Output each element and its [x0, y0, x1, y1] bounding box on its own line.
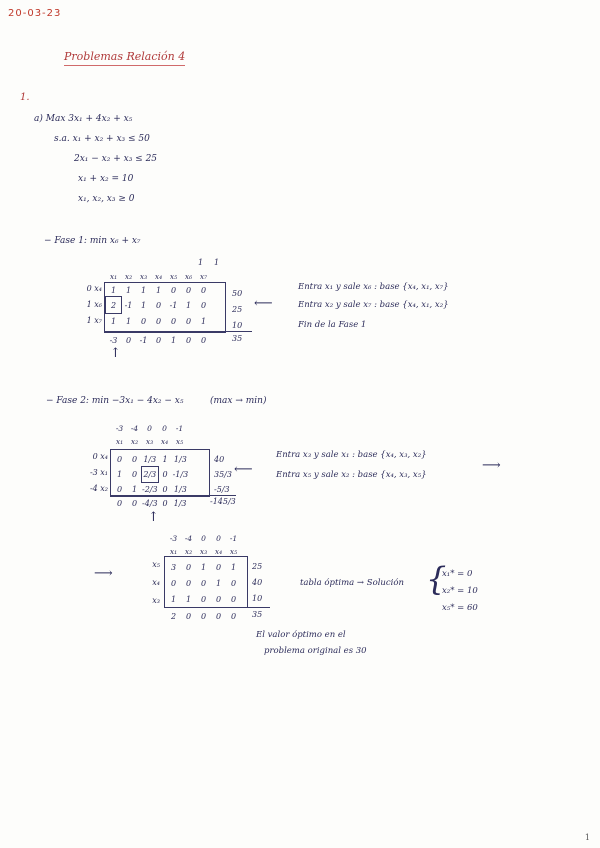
table-row [166, 559, 241, 575]
cell: 0 [215, 562, 222, 572]
arrow-left-icon: ⟵ [254, 296, 273, 311]
final-tableau [166, 559, 241, 607]
cell: 0 [185, 578, 192, 588]
phase1-header: x₁ [109, 272, 118, 281]
arrow-up-icon: ↑ [110, 346, 121, 361]
phase2-row-label: -3 x₁ [89, 468, 108, 477]
phase1-header: x₇ [199, 272, 208, 281]
arrow-up-icon: ↑ [148, 510, 159, 525]
constraint-2: 2x₁ − x₂ + x₃ ≤ 25 [74, 154, 158, 164]
cell: 0 [185, 316, 192, 326]
phase2-costs [112, 422, 187, 448]
page-title: Problemas Relación 4 [64, 50, 185, 66]
z-cell: 0 [155, 336, 162, 345]
conclusion-line-1: El valor óptimo en el [256, 630, 346, 640]
cell: 1 [200, 562, 207, 572]
objective: a) Max 3x₁ + 4x₂ + x₅ [34, 114, 133, 124]
phase2-note-1: Entra x₃ y sale x₁ : base {x₄, x₃, x₂} [276, 450, 427, 460]
final-costs [166, 532, 241, 558]
table-row [106, 297, 211, 313]
cell: -1 [124, 300, 133, 310]
cell: 0 [230, 594, 237, 604]
phase1-rhs [232, 286, 242, 334]
phase2-label-note: (max → min) [210, 396, 267, 406]
rhs-value: 25 [232, 305, 243, 314]
final-row-label: x₅ [152, 560, 160, 569]
cell: 1 [170, 594, 177, 604]
phase1-row-label: 0 x₄ [86, 284, 102, 293]
cell: 0 [200, 300, 207, 310]
z-cell: 1/3 [173, 499, 187, 508]
final-row-labels [136, 560, 160, 609]
final-z-rhs: 35 [252, 610, 263, 619]
cost: -1 [175, 424, 184, 433]
final-row-label: x₃ [152, 596, 160, 605]
final-z-separator [164, 607, 270, 608]
table-row [166, 575, 241, 591]
cost: -3 [169, 534, 178, 543]
z-cell: -1 [139, 336, 148, 345]
constraint-1: s.a. x₁ + x₂ + x₃ ≤ 50 [54, 134, 150, 144]
cell: 1 [140, 286, 147, 295]
phase2-z-separator [110, 495, 236, 496]
phase1-header: x₆ [184, 272, 193, 281]
phase1-label: − Fase 1: min x₆ + x₇ [44, 236, 141, 246]
phase1-z-rhs: 35 [232, 334, 243, 343]
cell: 0 [140, 316, 147, 326]
cost: 0 [147, 424, 152, 433]
final-header: x₁ [169, 547, 178, 556]
z-cell: 0 [215, 612, 222, 621]
constraint-nonneg: x₁, x₂, x₃ ≥ 0 [78, 194, 135, 204]
arrow-right-icon: ⟶ [482, 458, 501, 473]
cell: 0 [155, 300, 162, 310]
z-cell: -3 [109, 336, 118, 345]
z-cell: 0 [125, 336, 132, 345]
cell: 0 [116, 485, 123, 494]
z-cell: 0 [116, 499, 123, 508]
cell: 0 [200, 286, 207, 295]
final-row-label: x₄ [152, 578, 160, 587]
phase1-header: x₅ [169, 272, 178, 281]
cell: -1/3 [172, 470, 189, 479]
cell: 0 [116, 455, 123, 464]
pivot-cell: 2 [106, 297, 121, 313]
z-cell: 0 [200, 612, 207, 621]
phase1-tableau [106, 284, 211, 329]
phase2-z-rhs: -145/3 [210, 497, 236, 506]
cell: 1 [185, 300, 192, 310]
cost: -4 [130, 424, 139, 433]
z-cell: 0 [200, 336, 207, 345]
cost: -3 [115, 424, 124, 433]
phase1-note-1: Entra x₁ y sale x₆ : base {x₄, x₁, x₇} [298, 282, 449, 292]
rhs-value: 40 [252, 578, 263, 587]
arrow-left-icon: ⟵ [234, 462, 253, 477]
cell: 0 [185, 562, 192, 572]
table-row [106, 284, 211, 297]
phase2-row-label: -4 x₂ [89, 484, 108, 493]
cell: 0 [215, 594, 222, 604]
cell: -1 [169, 300, 178, 310]
cell: 1/3 [173, 455, 187, 464]
final-header: x₂ [184, 547, 193, 556]
cell: 1 [185, 594, 192, 604]
z-cell: 0 [230, 612, 237, 621]
phase2-tableau [112, 452, 188, 497]
phase2-z-row [112, 497, 188, 510]
phase2-header: x₄ [160, 437, 169, 446]
phase1-cost-x6: 1 [198, 258, 204, 267]
cost: 0 [201, 534, 206, 543]
cost: 0 [216, 534, 221, 543]
rhs-value: 40 [214, 455, 225, 464]
table-row [166, 591, 241, 607]
cell: 0 [185, 286, 192, 295]
phase2-rhs [214, 452, 232, 497]
cell: 0 [170, 578, 177, 588]
z-cell: 2 [170, 612, 177, 621]
solution-value: x₅* = 60 [442, 603, 478, 613]
table-row [106, 313, 211, 329]
rhs-value: 10 [232, 321, 243, 330]
problem-number: 1. [20, 92, 30, 103]
cell: 0 [131, 470, 138, 479]
brace-icon: { [426, 560, 447, 598]
solution-values [442, 566, 478, 617]
rhs-value: -5/3 [214, 485, 230, 494]
page-number: 1 [584, 833, 590, 842]
cell: 1 [140, 300, 147, 310]
cell: 1/3 [173, 485, 187, 494]
cell: 1 [125, 316, 132, 326]
constraint-3: x₁ + x₂ = 10 [78, 174, 134, 184]
rhs-value: 50 [232, 289, 243, 298]
z-cell: 0 [162, 499, 168, 508]
phase2-label: − Fase 2: min −3x₁ − 4x₂ − x₅ [46, 396, 184, 406]
cell: 0 [131, 455, 138, 464]
phase1-z-row [106, 334, 211, 347]
final-z-row [166, 610, 241, 623]
arrow-right-icon: ⟶ [94, 566, 113, 581]
phase2-header: x₅ [175, 437, 184, 446]
cell: 1 [116, 470, 123, 479]
cell: 1 [162, 455, 168, 464]
cell: 0 [200, 594, 207, 604]
table-row [112, 452, 188, 467]
cell: 1 [125, 286, 132, 295]
phase1-z-separator [104, 331, 252, 332]
cell: 1 [131, 485, 138, 494]
z-cell: 0 [185, 336, 192, 345]
final-header: x₅ [229, 547, 238, 556]
phase1-header: x₂ [124, 272, 133, 281]
phase1-note-2: Entra x₂ y sale x₇ : base {x₄, x₁, x₂} [298, 300, 449, 310]
cell: 1 [110, 286, 117, 295]
z-cell: 0 [185, 612, 192, 621]
cell: 0 [162, 470, 168, 479]
pivot-cell: 2/3 [142, 467, 158, 482]
phase2-note-2: Entra x₅ y sale x₂ : base {x₄, x₃, x₅} [276, 470, 427, 480]
cell: 1 [110, 316, 117, 326]
cell: 0 [162, 485, 168, 494]
cell: 0 [170, 316, 177, 326]
phase1-row-label: 1 x₆ [86, 300, 102, 309]
rhs-value: 10 [252, 594, 263, 603]
final-note: tabla óptima → Solución [300, 578, 404, 588]
cell: 0 [200, 578, 207, 588]
phase1-header: x₃ [139, 272, 148, 281]
phase2-header: x₃ [145, 437, 154, 446]
cell: 3 [170, 562, 177, 572]
solution-value: x₁* = 0 [442, 569, 473, 579]
phase1-row-label: 1 x₇ [86, 316, 102, 325]
cell: 0 [170, 286, 177, 295]
cell: 1 [230, 562, 237, 572]
conclusion-line-2: problema original es 30 [264, 646, 367, 656]
cell: 1 [200, 316, 207, 326]
cost: -1 [229, 534, 238, 543]
cell: 0 [230, 578, 237, 588]
final-header: x₄ [214, 547, 223, 556]
solution-value: x₂* = 10 [442, 586, 478, 596]
z-cell: -4/3 [142, 499, 158, 508]
z-cell: 0 [131, 499, 138, 508]
z-cell: 1 [170, 336, 177, 345]
phase1-row-labels [72, 284, 102, 329]
date: 20-03-23 [8, 8, 62, 19]
phase1-note-3: Fin de la Fase 1 [298, 320, 367, 330]
final-header: x₃ [199, 547, 208, 556]
cell: 1 [155, 286, 162, 295]
table-row [112, 467, 188, 482]
phase1-header: x₄ [154, 272, 163, 281]
phase2-row-labels [72, 452, 108, 497]
cell: 1 [215, 578, 222, 588]
cost: -4 [184, 534, 193, 543]
phase2-header: x₂ [130, 437, 139, 446]
rhs-value: 25 [252, 562, 263, 571]
phase2-row-label: 0 x₄ [92, 452, 108, 461]
cell: -2/3 [142, 485, 158, 494]
final-rhs [252, 559, 262, 607]
phase2-header: x₁ [115, 437, 124, 446]
cell: 1/3 [143, 455, 157, 464]
phase1-cost-x7: 1 [214, 258, 220, 267]
rhs-value: 35/3 [214, 470, 232, 479]
cell: 0 [155, 316, 162, 326]
cost: 0 [162, 424, 167, 433]
